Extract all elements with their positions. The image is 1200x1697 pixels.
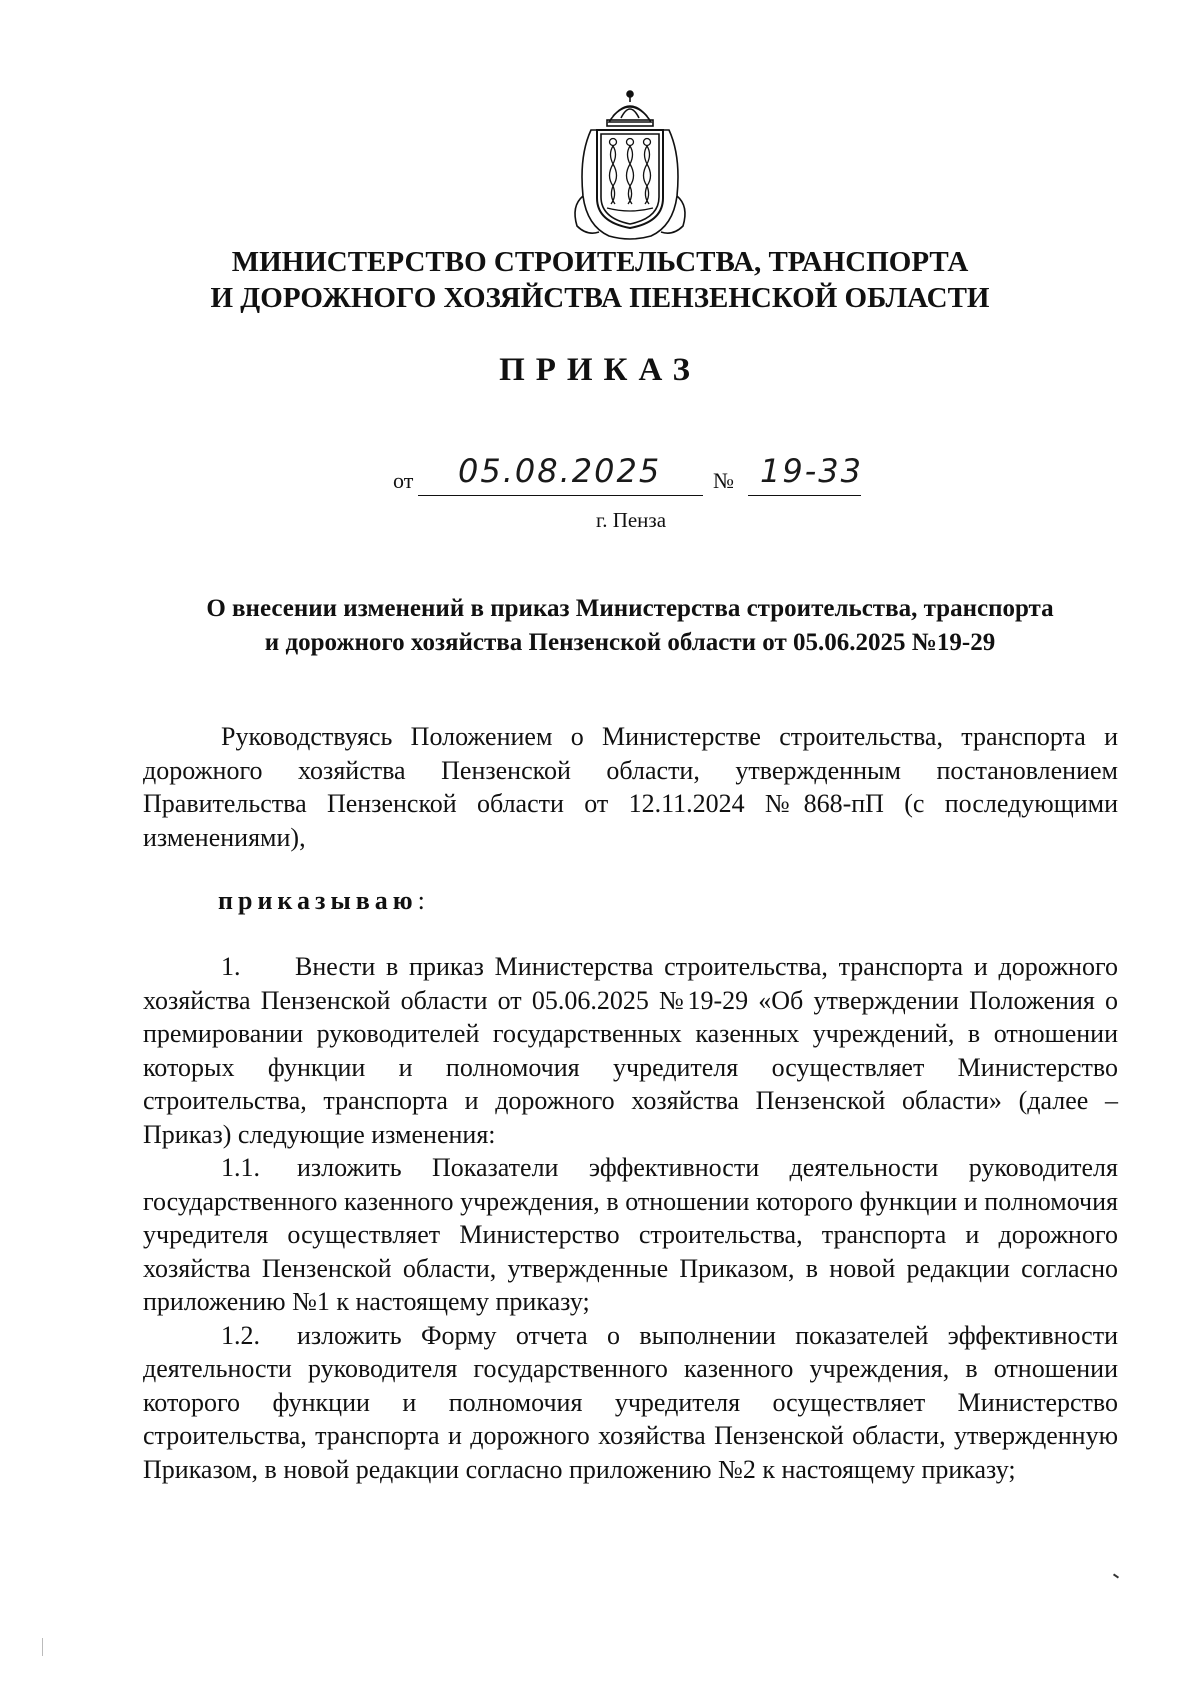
- order-word-text: приказываю: [218, 886, 418, 915]
- date-number-row: [0, 452, 1200, 498]
- ministry-line-1: МИНИСТЕРСТВО СТРОИТЕЛЬСТВА, ТРАНСПОРТА: [231, 246, 969, 278]
- date-value: 05.08.2025: [458, 452, 662, 490]
- ministry-name: [0, 244, 1200, 316]
- document-subject: [140, 592, 1120, 660]
- penza-coat-of-arms-icon: [569, 86, 691, 242]
- item-text: изложить Показатели эффективности деятельности руководителя государственного казенного учреждения, в отношении которого функции и полномочия учредителя осуществляет Министерство строительства, транспорта и дорожного хозяйства Пензенской области, утвержденные Приказом, в новой редакции согласно приложению №1 к настоящему приказу;: [143, 1153, 1118, 1316]
- ministry-line-2: И ДОРОЖНОГО ХОЗЯЙСТВА ПЕНЗЕНСКОЙ ОБЛАСТИ: [210, 282, 990, 314]
- item-number: 1.: [221, 952, 241, 981]
- city: г. Пенза: [595, 508, 667, 532]
- item-text: изложить Форму отчета о выполнении показателей эффективности деятельности руководителя государственного казенного учреждения, в отношении которого функции и полномочия учредителя осуществляет Министерство строительства, транспорта и дорожного хозяйства Пензенской области, утвержденную Приказом, в новой редакции согласно приложению №2 к настоящему приказу;: [143, 1320, 1118, 1484]
- document-type: ПРИКАЗ: [499, 352, 701, 388]
- item-number: 1.2.: [221, 1320, 260, 1350]
- item-number: 1.1.: [221, 1153, 260, 1182]
- scan-edge-mark: [42, 1638, 43, 1656]
- order-word: [218, 886, 425, 916]
- date-label: от: [393, 468, 414, 493]
- list-item: [143, 950, 1118, 1151]
- intro-paragraph: [143, 720, 1118, 854]
- order-items: [143, 950, 1118, 1486]
- list-item: [143, 1151, 1118, 1319]
- item-text: Внести в приказ Министерства строительства, транспорта и дорожного хозяйства Пензенской области от 05.06.2025 №19-29 «Об утверждении Положения о премировании руководителей государственных казенных учреждений, в отношении которых функции и полномочия учредителя осуществляет Министерство строительства, транспорта и дорожного хозяйства Пензенской области» (далее – Приказ) следующие изменения:: [143, 952, 1118, 1149]
- number-label: №: [713, 468, 734, 493]
- scan-mark: [1113, 1573, 1119, 1578]
- subject-line-1: О внесении изменений в приказ Министерства строительства, транспорта: [206, 595, 1054, 622]
- list-item: [143, 1319, 1118, 1487]
- intro-text: Руководствуясь Положением о Министерстве строительства, транспорта и дорожного хозяйства Пензенской области, утвержденным постановлением Правительства Пензенской области от 12.11.2024 №868-пП (с последующими изменениями),: [143, 722, 1118, 852]
- order-word-colon: :: [417, 886, 425, 915]
- date-underline: [418, 495, 703, 496]
- number-underline: [748, 495, 861, 496]
- number-value: 19-33: [760, 452, 863, 490]
- subject-line-2: и дорожного хозяйства Пензенской области от 05.06.2025 №19-29: [264, 629, 996, 656]
